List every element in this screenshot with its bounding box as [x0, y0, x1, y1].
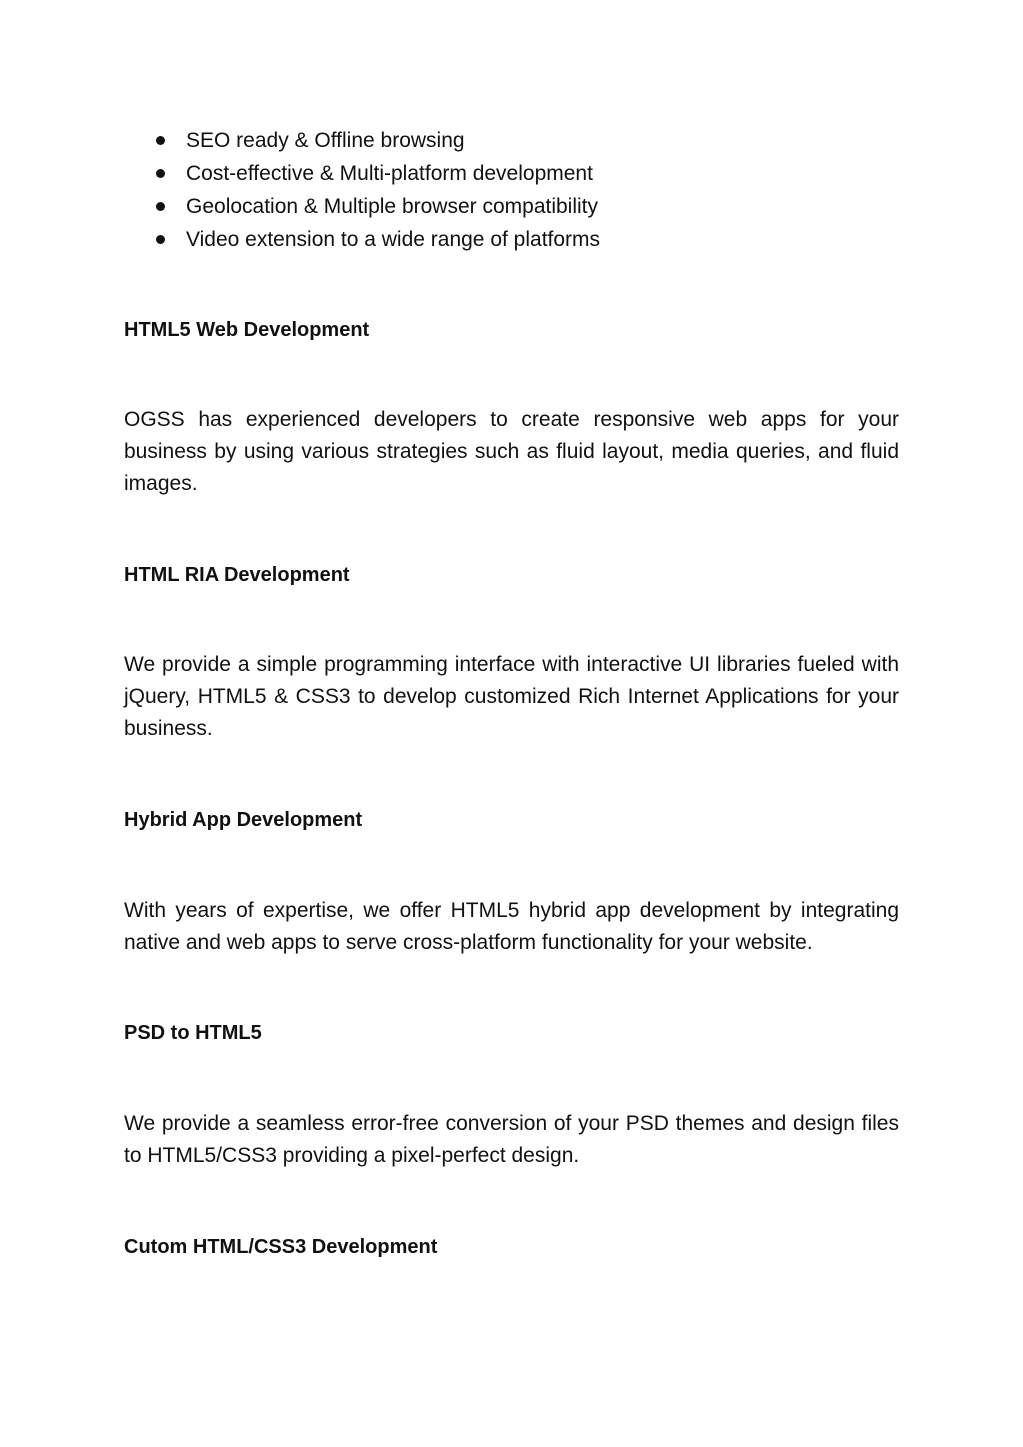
section-heading-html5-web-development: HTML5 Web Development [124, 319, 370, 341]
bullet-item [155, 124, 600, 157]
bullet-dot-icon [156, 235, 165, 244]
section-body-psd-to-html5: We provide a seamless error-free conversion of your PSD themes and design files to HTML5/CSS3 providing a pixel-perfect design. [124, 1112, 899, 1167]
bullet-text: Geolocation & Multiple browser compatibility [186, 195, 599, 218]
bullet-text: SEO ready & Offline browsing [186, 129, 465, 152]
feature-bullet-list [155, 124, 600, 256]
bullet-text: Video extension to a wide range of platforms [186, 228, 601, 251]
bullet-item [155, 223, 600, 256]
section-heading-hybrid-app-development: Hybrid App Development [124, 809, 363, 831]
bullet-item [155, 190, 600, 223]
bullet-dot-icon [156, 202, 165, 211]
section-heading-psd-to-html5: PSD to HTML5 [124, 1022, 262, 1044]
bullet-dot-icon [156, 169, 165, 178]
section-body-hybrid-app-development: With years of expertise, we offer HTML5 hybrid app development by integrating native and web apps to serve cross-platform functionality for your website. [124, 899, 899, 954]
section-body-html-ria-development: We provide a simple programming interface with interactive UI libraries fueled with jQuery, HTML5 & CSS3 to develop customized Rich Internet Applications for your business. [124, 653, 899, 740]
section-heading-custom-html-css3-development: Cutom HTML/CSS3 Development [124, 1236, 438, 1258]
section-heading-html-ria-development: HTML RIA Development [124, 564, 350, 586]
bullet-text: Cost-effective & Multi-platform development [186, 162, 593, 185]
section-body-html5-web-development: OGSS has experienced developers to create responsive web apps for your business by using various strategies such as fluid layout, media queries, and fluid images. [124, 408, 899, 495]
bullet-item [155, 157, 600, 190]
bullet-dot-icon [156, 136, 165, 145]
